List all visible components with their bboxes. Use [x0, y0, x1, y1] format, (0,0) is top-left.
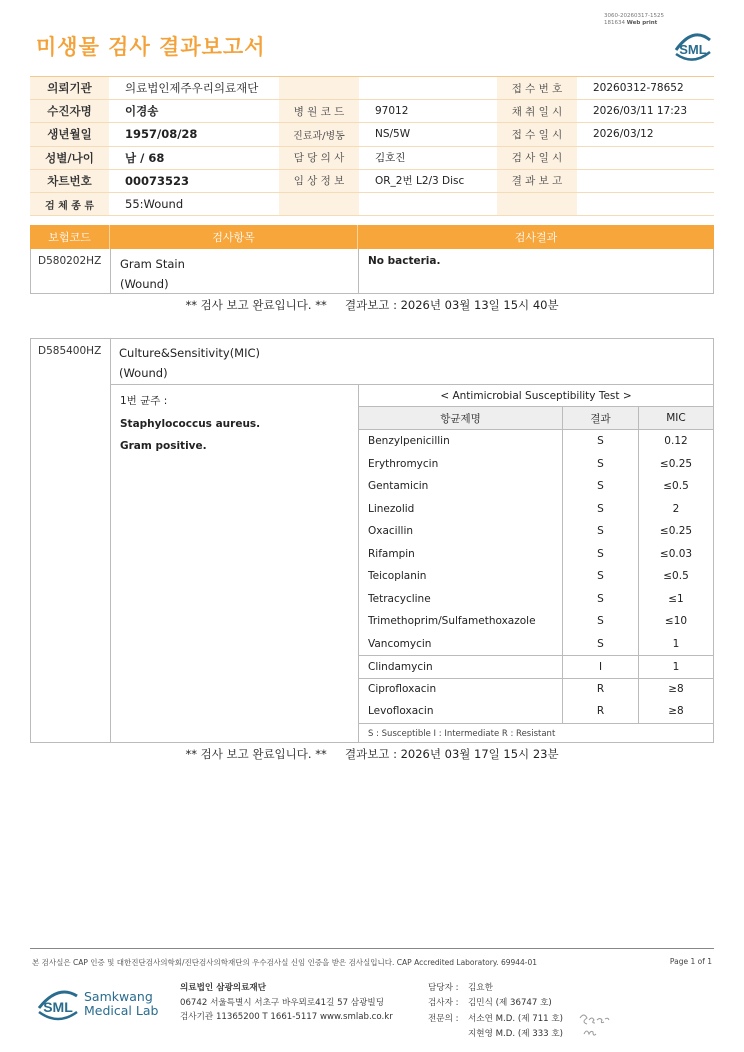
completion-note-1: ** 검사 보고 완료입니다. ** 결과보고 : 2026년 03월 13일 15시 40분 — [185, 298, 559, 312]
info-value: 이경송 — [125, 104, 159, 119]
staff-row — [428, 996, 563, 1011]
ast-header-drug: 항균제명 — [359, 407, 563, 429]
info-value: NS/5W — [375, 128, 411, 141]
ast-row — [359, 475, 713, 498]
organism-info — [111, 384, 359, 743]
info-label: 생년월일 — [30, 123, 109, 145]
ast-row — [359, 588, 713, 611]
ast-result: S — [563, 588, 639, 611]
test-code: D580202HZ — [31, 249, 111, 293]
logo-text: SML — [679, 42, 707, 57]
test-name: Gram Stain — [120, 257, 185, 271]
brand-line2: Medical Lab — [84, 1003, 159, 1018]
ast-result: S — [563, 430, 639, 453]
staff-name: 지현영 M.D. (제 333 호) — [468, 1028, 564, 1039]
ast-row — [359, 520, 713, 543]
info-value: 97012 — [375, 105, 409, 118]
staff-role: 전문의 : — [428, 1013, 459, 1024]
ast-row — [359, 678, 713, 701]
ast-drug: Linezolid — [359, 498, 563, 521]
info-row — [30, 123, 714, 146]
ast-drug: Vancomycin — [359, 633, 563, 656]
ast-drug: Rifampin — [359, 543, 563, 566]
info-value — [359, 193, 497, 215]
ast-result: S — [563, 633, 639, 656]
staff-role: 담당자 : — [428, 983, 459, 993]
staff-name: 서소연 M.D. (제 711 호) — [468, 1013, 564, 1024]
test-result: No bacteria. — [368, 255, 441, 267]
ast-result: S — [563, 565, 639, 588]
header-code: 보험코드 — [30, 225, 110, 249]
test-item — [111, 249, 359, 293]
ast-title: < Antimicrobial Susceptibility Test > — [359, 384, 713, 407]
info-value: 남 / 68 — [125, 150, 165, 165]
test-code: D585400HZ — [31, 339, 111, 742]
info-row — [30, 193, 714, 216]
ast-mic: ≤0.03 — [659, 547, 693, 560]
info-label: 병 원 코 드 — [279, 100, 359, 122]
info-label — [279, 77, 359, 99]
ast-mic: 0.12 — [664, 435, 688, 448]
info-value: 의료법인제주우리의료재단 — [125, 81, 259, 96]
info-label: 수진자명 — [30, 100, 109, 122]
ast-drug: Ciprofloxacin — [359, 679, 563, 701]
ast-row — [359, 430, 713, 453]
info-label: 진료과/병동 — [279, 123, 359, 145]
completion-note-2: ** 검사 보고 완료입니다. ** 결과보고 : 2026년 03월 17일 15시 23분 — [185, 747, 559, 761]
info-label: 검 사 일 시 — [497, 147, 577, 169]
staff-row — [428, 1012, 563, 1027]
patient-info-table — [30, 76, 714, 216]
ast-mic: 2 — [672, 502, 680, 515]
ast-drug: Tetracycline — [359, 588, 563, 611]
accreditation-note: 본 검사실은 CAP 인증 및 대한진단검사의학회/진단검사의학재단의 우수검사실 신임 인증을 받은 검사실입니다. CAP Accredited Laboratory. 69944-01 — [32, 958, 538, 967]
ast-row — [359, 633, 713, 656]
organism-gram: Gram positive. — [120, 440, 207, 452]
gram-stain-block — [30, 249, 714, 294]
info-label: 채 취 일 시 — [497, 100, 577, 122]
ast-rows — [359, 430, 713, 723]
ast-result: R — [563, 679, 639, 701]
footer-divider — [30, 948, 714, 949]
info-label: 담 당 의 사 — [279, 147, 359, 169]
info-value: OR_2번 L2/3 Disc — [375, 175, 465, 188]
staff-row — [428, 981, 563, 996]
ast-result: S — [563, 543, 639, 566]
page-number: Page 1 of 1 — [669, 957, 712, 966]
staff-name: 김민식 (제 36747 호) — [468, 998, 552, 1009]
signature-icon — [576, 1008, 612, 1040]
ast-header-result: 결과 — [563, 407, 639, 429]
sml-logo-icon — [672, 28, 714, 64]
ast-row — [359, 453, 713, 476]
ast-result: R — [563, 700, 639, 723]
ast-result: S — [563, 610, 639, 633]
info-value — [577, 193, 714, 215]
ast-mic: ≤0.5 — [663, 480, 689, 493]
info-value: 김호진 — [375, 152, 406, 165]
institution-address: 06742 서울특별시 서초구 바우뫼로41길 57 삼광빌딩 — [180, 997, 384, 1008]
ast-result: S — [563, 498, 639, 521]
ast-drug: Trimethoprim/Sulfamethoxazole — [359, 610, 563, 633]
ast-mic: ≤0.25 — [659, 525, 693, 538]
header-result: 검사결과 — [514, 231, 558, 244]
brand-name — [84, 990, 158, 1018]
organism-label: 1번 균주 : — [120, 395, 168, 407]
ast-mic: ≤0.25 — [659, 457, 693, 470]
ast-drug: Oxacillin — [359, 520, 563, 543]
ast-drug: Clindamycin — [359, 656, 563, 678]
info-label: 의뢰기관 — [30, 77, 109, 99]
ast-row — [359, 700, 713, 723]
info-value: 55:Wound — [125, 197, 184, 212]
info-value: 00073523 — [125, 173, 190, 188]
ast-result: S — [563, 453, 639, 476]
logo-text: SML — [43, 999, 73, 1015]
info-row — [30, 170, 714, 193]
ast-row — [359, 610, 713, 633]
info-label — [497, 193, 577, 215]
ast-header — [359, 407, 713, 430]
ast-result: S — [563, 520, 639, 543]
ast-row — [359, 543, 713, 566]
ast-legend: S : Susceptible I : Intermediate R : Resistant — [359, 723, 713, 745]
staff-row — [428, 1027, 563, 1042]
info-label: 임 상 정 보 — [279, 170, 359, 192]
test-specimen: (Wound) — [120, 277, 169, 291]
ast-mic: ≤10 — [664, 615, 688, 628]
brand-line1: Samkwang — [84, 989, 153, 1004]
header-item: 검사항목 — [110, 225, 358, 249]
print-id-number: 181634 — [604, 19, 625, 26]
page-title: 미생물 검사 결과보고서 — [36, 35, 266, 59]
ast-header-mic: MIC — [666, 412, 686, 424]
info-row — [30, 77, 714, 100]
info-label: 접 수 번 호 — [497, 77, 577, 99]
ast-table — [359, 384, 713, 745]
ast-result: S — [563, 475, 639, 498]
ast-drug: Benzylpenicillin — [359, 430, 563, 453]
ast-drug: Erythromycin — [359, 453, 563, 476]
staff-name: 김요한 — [468, 983, 493, 993]
info-label: 검 체 종 류 — [30, 193, 109, 215]
results-header — [30, 225, 714, 249]
info-label — [279, 193, 359, 215]
ast-mic: 1 — [672, 637, 680, 650]
test-specimen: (Wound) — [119, 366, 168, 380]
info-label: 접 수 일 시 — [497, 123, 577, 145]
ast-mic: ≥8 — [668, 683, 684, 696]
info-value: 20260312-78652 — [593, 82, 684, 95]
institution-name: 의료법인 삼광의료재단 — [180, 983, 267, 993]
ast-row — [359, 655, 713, 678]
sml-logo-icon — [36, 982, 80, 1026]
institution-contact: 검사기관 11365200 T 1661-5117 www.smlab.co.kr — [180, 1012, 393, 1022]
info-label: 성별/나이 — [30, 147, 109, 169]
ast-mic: ≥8 — [668, 705, 684, 718]
info-label: 차트번호 — [30, 170, 109, 192]
test-name: Culture&Sensitivity(MIC) — [119, 346, 261, 360]
ast-mic: 1 — [672, 660, 680, 673]
ast-drug: Gentamicin — [359, 475, 563, 498]
info-value: 1957/08/28 — [125, 127, 198, 142]
info-value: 2026/03/11 17:23 — [593, 105, 688, 118]
info-value — [577, 170, 714, 192]
culture-block — [30, 338, 714, 743]
institution-info — [180, 981, 393, 1025]
print-id — [604, 13, 664, 26]
ast-mic: ≤1 — [668, 592, 684, 605]
ast-row — [359, 565, 713, 588]
ast-result: I — [563, 656, 639, 678]
print-id-line1: 3060-20260317-1525 — [604, 13, 664, 19]
info-label: 결 과 보 고 — [497, 170, 577, 192]
ast-row — [359, 498, 713, 521]
info-row — [30, 100, 714, 123]
organism-name: Staphylococcus aureus. — [120, 417, 261, 430]
test-item — [119, 343, 260, 383]
ast-drug: Levofloxacin — [359, 700, 563, 723]
print-id-label: Web print — [626, 19, 658, 26]
info-value: 2026/03/12 — [593, 128, 654, 141]
info-value — [577, 147, 714, 169]
info-row — [30, 147, 714, 170]
staff-role — [428, 1027, 468, 1042]
staff-role: 검사자 : — [428, 998, 459, 1009]
ast-drug: Teicoplanin — [359, 565, 563, 588]
info-value — [359, 77, 497, 99]
ast-mic: ≤0.5 — [663, 570, 689, 583]
staff-list — [428, 981, 563, 1042]
